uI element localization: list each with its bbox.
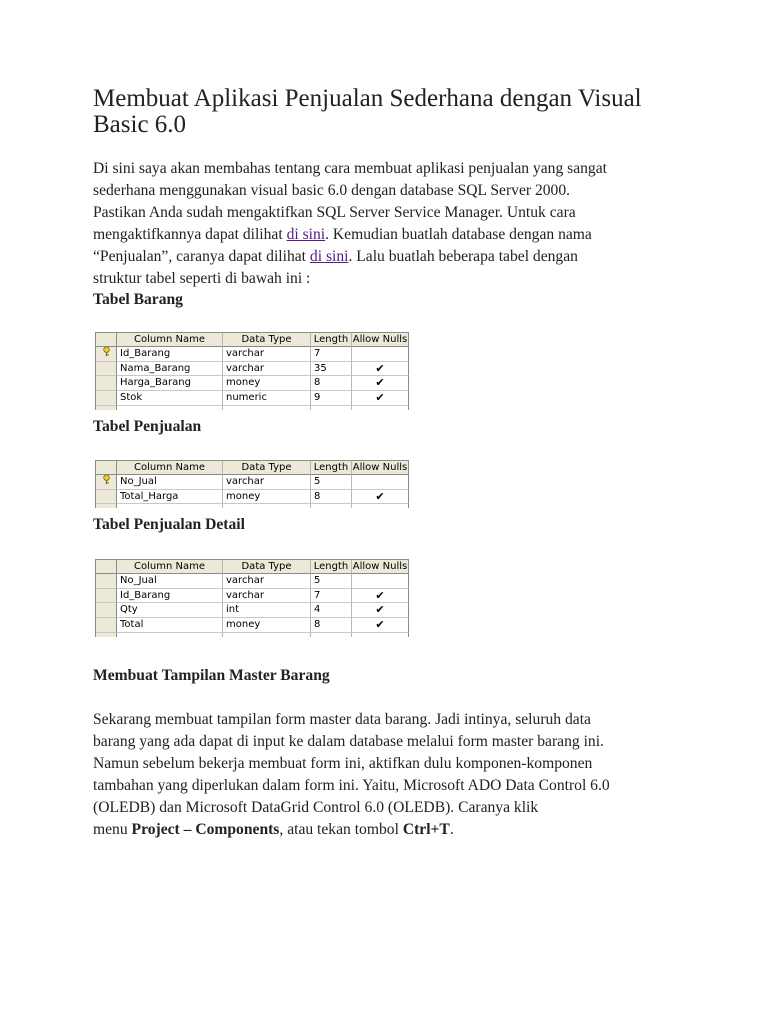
empty-cell: [311, 406, 352, 410]
cell-allow-nulls: [352, 490, 409, 505]
table-row: [96, 391, 409, 406]
table-row: [96, 589, 409, 604]
page-title: Membuat Aplikasi Penjualan Sederhana dengan Visual Basic 6.0: [93, 85, 642, 138]
table-row: [96, 362, 409, 377]
checkmark-icon: ✔: [375, 588, 385, 602]
cell-column-name: Harga_Barang: [117, 376, 223, 391]
row-selector: [96, 475, 117, 490]
cell-column-name: No_Jual: [117, 574, 223, 589]
row-selector: [96, 504, 117, 508]
grid-empty-row: [96, 633, 409, 637]
heading-tabel-penjualan-detail: Tabel Penjualan Detail: [93, 516, 245, 533]
cell-allow-nulls: [352, 589, 409, 604]
section2-paragraph: [93, 709, 673, 841]
row-selector: [96, 332, 117, 347]
intro-text: mengaktifkannya dapat dilihat: [93, 226, 287, 243]
row-selector: [96, 391, 117, 406]
grid-empty-row: [96, 406, 409, 410]
checkmark-icon: ✔: [375, 361, 385, 375]
cell-column-name: Id_Barang: [117, 347, 223, 362]
link-di-sini-1[interactable]: di sini: [286, 226, 326, 243]
empty-cell: [352, 406, 409, 410]
section2-line: tambahan yang diperlukan dalam form ini. Yaitu, Microsoft ADO Data Control 6.0: [93, 777, 610, 794]
table-row: [96, 376, 409, 391]
cell-allow-nulls: [352, 603, 409, 618]
cell-length: 7: [311, 347, 352, 362]
table-row: [96, 603, 409, 618]
table-row: [96, 574, 409, 589]
cell-length: 5: [311, 574, 352, 589]
shortcut-key: Ctrl+T: [402, 821, 450, 838]
intro-text: . Lalu buatlah beberapa tabel dengan: [348, 248, 578, 265]
cell-allow-nulls: [352, 574, 409, 589]
cell-length: 9: [311, 391, 352, 406]
cell-data-type: varchar: [223, 347, 311, 362]
intro-line: sederhana menggunakan visual basic 6.0 dengan database SQL Server 2000.: [93, 182, 571, 199]
empty-cell: [311, 633, 352, 637]
row-selector: [96, 574, 117, 589]
cell-allow-nulls: [352, 475, 409, 490]
heading-tabel-penjualan: Tabel Penjualan: [93, 418, 202, 435]
cell-data-type: money: [223, 490, 311, 505]
empty-cell: [117, 633, 223, 637]
primary-key-icon: [101, 475, 112, 490]
empty-cell: [223, 406, 311, 410]
table-row: [96, 347, 409, 362]
section2-text: .: [449, 821, 454, 838]
cell-length: 8: [311, 490, 352, 505]
cell-column-name: Nama_Barang: [117, 362, 223, 377]
heading-master-barang: Membuat Tampilan Master Barang: [93, 667, 330, 684]
cell-data-type: varchar: [223, 589, 311, 604]
column-header: Column Name: [117, 332, 223, 347]
row-selector: [96, 406, 117, 410]
cell-length: 8: [311, 376, 352, 391]
column-header: Data Type: [223, 559, 311, 574]
cell-data-type: varchar: [223, 475, 311, 490]
grid-header-row: [96, 332, 409, 347]
empty-cell: [117, 504, 223, 508]
table-grid-penjualan-detail: [95, 559, 409, 637]
section2-line: barang yang ada dapat di input ke dalam database melalui form master barang ini.: [93, 733, 604, 750]
cell-allow-nulls: [352, 391, 409, 406]
heading-tabel-barang: Tabel Barang: [93, 291, 183, 308]
empty-cell: [223, 633, 311, 637]
table-grid-barang: [95, 332, 409, 410]
intro-text: “Penjualan”, caranya dapat dilihat: [93, 248, 310, 265]
cell-column-name: Id_Barang: [117, 589, 223, 604]
cell-length: 7: [311, 589, 352, 604]
grid-empty-row: [96, 504, 409, 508]
cell-allow-nulls: [352, 618, 409, 633]
empty-cell: [117, 406, 223, 410]
checkmark-icon: ✔: [375, 603, 385, 617]
cell-data-type: varchar: [223, 574, 311, 589]
checkmark-icon: ✔: [375, 618, 385, 632]
cell-allow-nulls: [352, 362, 409, 377]
grid-header-row: [96, 460, 409, 475]
cell-data-type: money: [223, 618, 311, 633]
row-selector: [96, 362, 117, 377]
row-selector: [96, 603, 117, 618]
cell-length: 5: [311, 475, 352, 490]
intro-line: [93, 246, 673, 268]
intro-line: Pastikan Anda sudah mengaktifkan SQL Server Service Manager. Untuk cara: [93, 204, 576, 221]
empty-cell: [352, 633, 409, 637]
table-row: [96, 618, 409, 633]
cell-data-type: int: [223, 603, 311, 618]
row-selector: [96, 460, 117, 475]
cell-column-name: Qty: [117, 603, 223, 618]
intro-line: Di sini saya akan membahas tentang cara membuat aplikasi penjualan yang sangat: [93, 160, 607, 177]
row-selector: [96, 347, 117, 362]
section2-text: menu: [93, 821, 132, 838]
checkmark-icon: ✔: [375, 376, 385, 390]
intro-paragraph: [93, 158, 673, 290]
row-selector: [96, 559, 117, 574]
empty-cell: [311, 504, 352, 508]
row-selector: [96, 589, 117, 604]
section2-line: (OLEDB) dan Microsoft DataGrid Control 6.0 (OLEDB). Caranya klik: [93, 799, 539, 816]
checkmark-icon: ✔: [375, 489, 385, 503]
empty-cell: [352, 504, 409, 508]
section2-line: Namun sebelum bekerja membuat form ini, aktifkan dulu komponen-komponen: [93, 755, 593, 772]
intro-line: struktur tabel seperti di bawah ini :: [93, 270, 311, 287]
column-header: Length: [311, 559, 352, 574]
primary-key-icon: [101, 347, 112, 362]
cell-data-type: money: [223, 376, 311, 391]
row-selector: [96, 618, 117, 633]
cell-allow-nulls: [352, 376, 409, 391]
cell-column-name: Stok: [117, 391, 223, 406]
cell-data-type: varchar: [223, 362, 311, 377]
section2-text: , atau tekan tombol: [279, 821, 403, 838]
cell-allow-nulls: [352, 347, 409, 362]
cell-column-name: Total: [117, 618, 223, 633]
column-header: Length: [311, 332, 352, 347]
column-header: Data Type: [223, 460, 311, 475]
cell-column-name: Total_Harga: [117, 490, 223, 505]
section2-line: Sekarang membuat tampilan form master data barang. Jadi intinya, seluruh data: [93, 711, 591, 728]
cell-length: 8: [311, 618, 352, 633]
row-selector: [96, 376, 117, 391]
menu-path: Project – Components: [131, 821, 280, 838]
row-selector: [96, 633, 117, 637]
section2-line: [93, 819, 673, 841]
column-header: Column Name: [117, 559, 223, 574]
column-header: Allow Nulls: [352, 462, 408, 473]
table-grid-penjualan: [95, 460, 409, 508]
table-row: [96, 475, 409, 490]
column-header: Data Type: [223, 332, 311, 347]
cell-length: 35: [311, 362, 352, 377]
intro-text: . Kemudian buatlah database dengan nama: [325, 226, 592, 243]
table-row: [96, 490, 409, 505]
grid-header-row: [96, 559, 409, 574]
column-header: Allow Nulls: [352, 561, 408, 572]
cell-length: 4: [311, 603, 352, 618]
column-header: Allow Nulls: [352, 334, 408, 345]
column-header: Length: [311, 460, 352, 475]
row-selector: [96, 490, 117, 505]
column-header: Column Name: [117, 460, 223, 475]
cell-data-type: numeric: [223, 391, 311, 406]
empty-cell: [223, 504, 311, 508]
cell-column-name: No_Jual: [117, 475, 223, 490]
intro-line: [93, 224, 673, 246]
checkmark-icon: ✔: [375, 391, 385, 405]
link-di-sini-2[interactable]: di sini: [309, 248, 349, 265]
